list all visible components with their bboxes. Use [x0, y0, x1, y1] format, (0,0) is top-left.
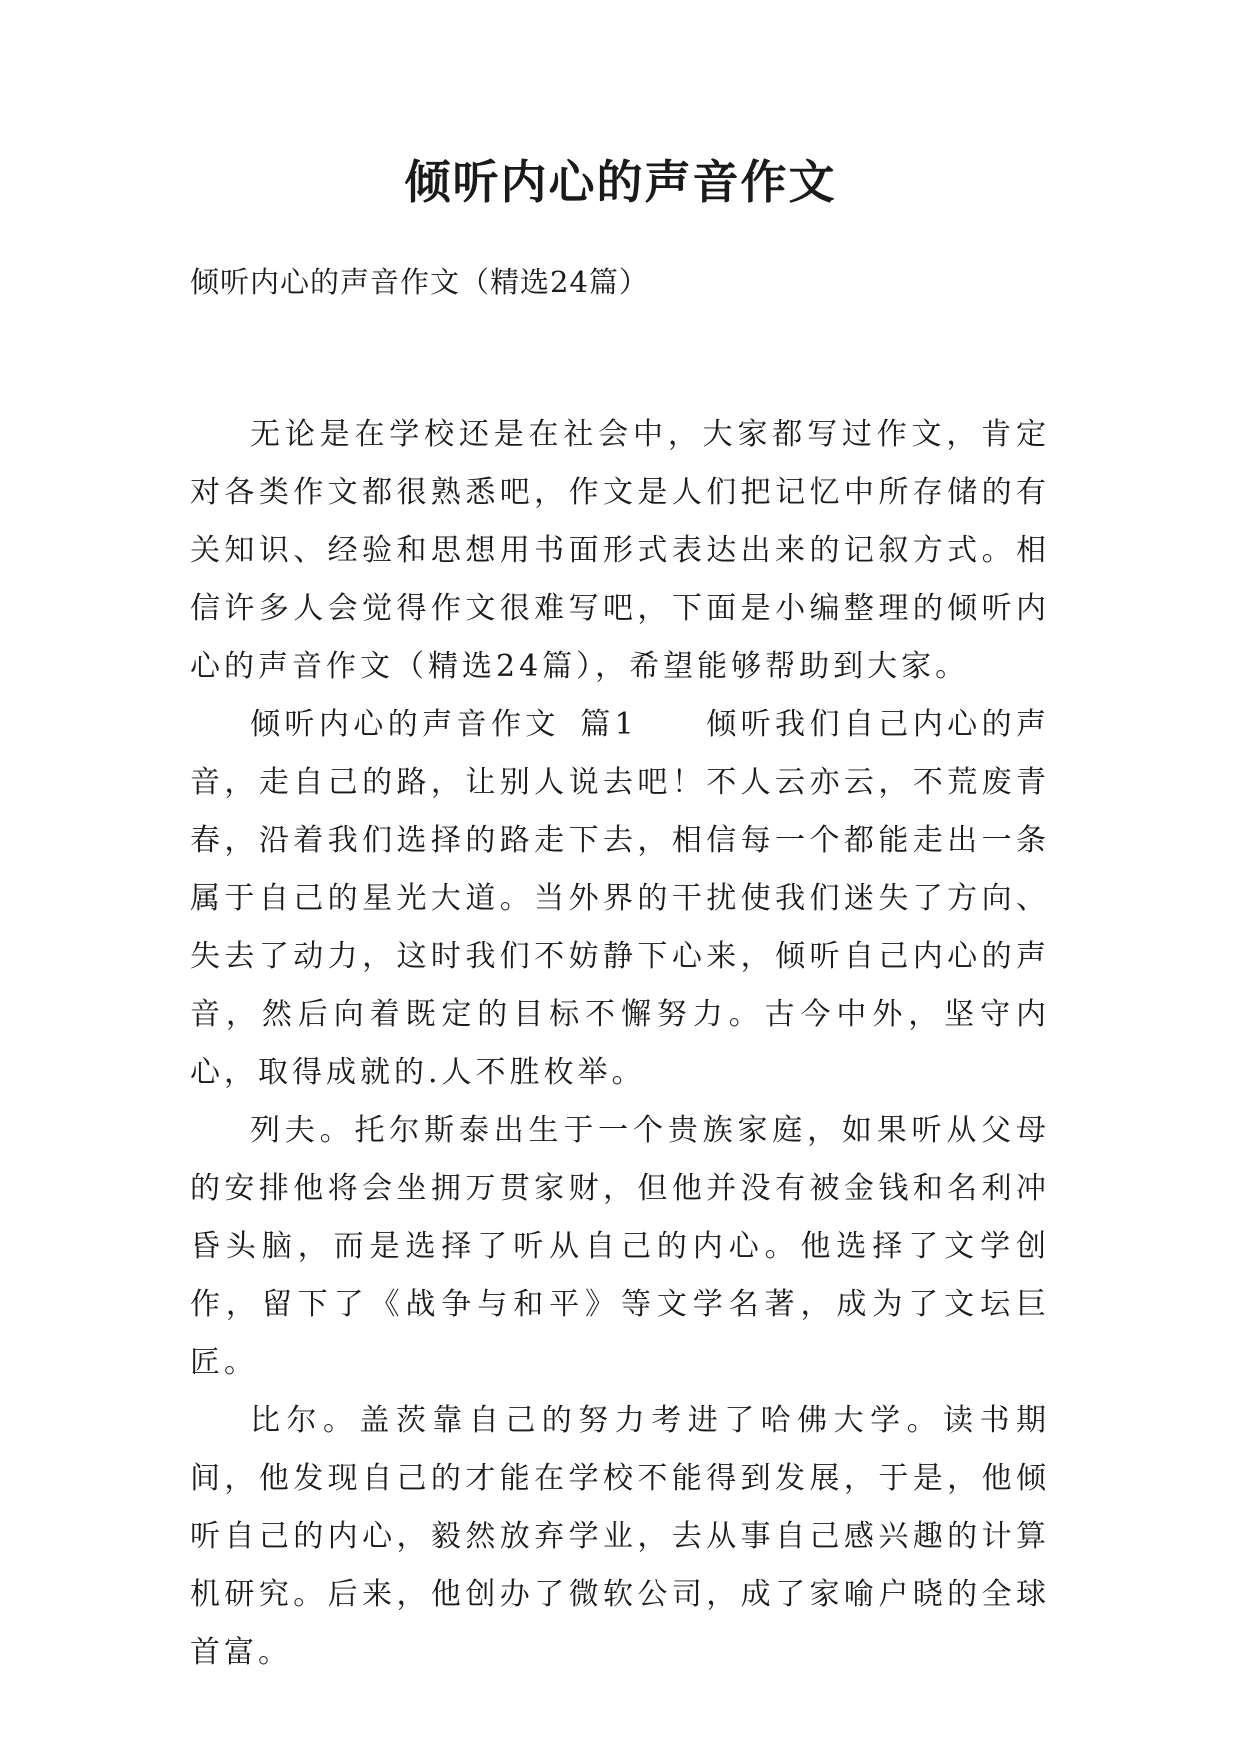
essay-number: 篇1: [579, 707, 638, 742]
paragraph-gates: 比尔。盖茨靠自己的努力考进了哈佛大学。读书期间，他发现自己的才能在学校不能得到发展，于是，他倾听自己的内心，毅然放弃学业，去从事自己感兴趣的计算机研究。后来，他创办了微软公司，成了家喻户晓的全球首富。: [190, 1403, 1050, 1670]
paragraph-intro: 无论是在学校还是在社会中，大家都写过作文，肯定对各类作文都很熟悉吧，作文是人们把记忆中所存储的有关知识、经验和思想用书面形式表达出来的记叙方式。相信许多人会觉得作文很难写吧，下面是小编整理的倾听内心的声音作文（精选24篇），希望能够帮助到大家。: [190, 417, 1050, 684]
document-subtitle: 倾听内心的声音作文（精选24篇）: [190, 265, 649, 299]
essay-heading: 倾听内心的声音作文: [250, 707, 560, 742]
essay-1-text: 倾听我们自己内心的声音，走自己的路，让别人说去吧！不人云亦云，不荒废青春，沿着我们选择的路走下去，相信每一个都能走出一条属于自己的星光大道。当外界的干扰使我们迷失了方向、失去了动力，这时我们不妨静下心来，倾听自己内心的声音，然后向着既定的目标不懈努力。古今中外，坚守内心，取得成就的.人不胜枚举。: [190, 707, 1051, 1090]
paragraph-essay-1: [190, 696, 1050, 1102]
document-body: [190, 406, 1050, 1682]
document-title: 倾听内心的声音作文: [404, 155, 837, 209]
paragraph-tolstoy: 列夫。托尔斯泰出生于一个贵族家庭，如果听从父母的安排他将会坐拥万贯家财，但他并没有被金钱和名利冲昏头脑，而是选择了听从自己的内心。他选择了文学创作，留下了《战争与和平》等文学名著，成为了文坛巨匠。: [190, 1113, 1050, 1380]
